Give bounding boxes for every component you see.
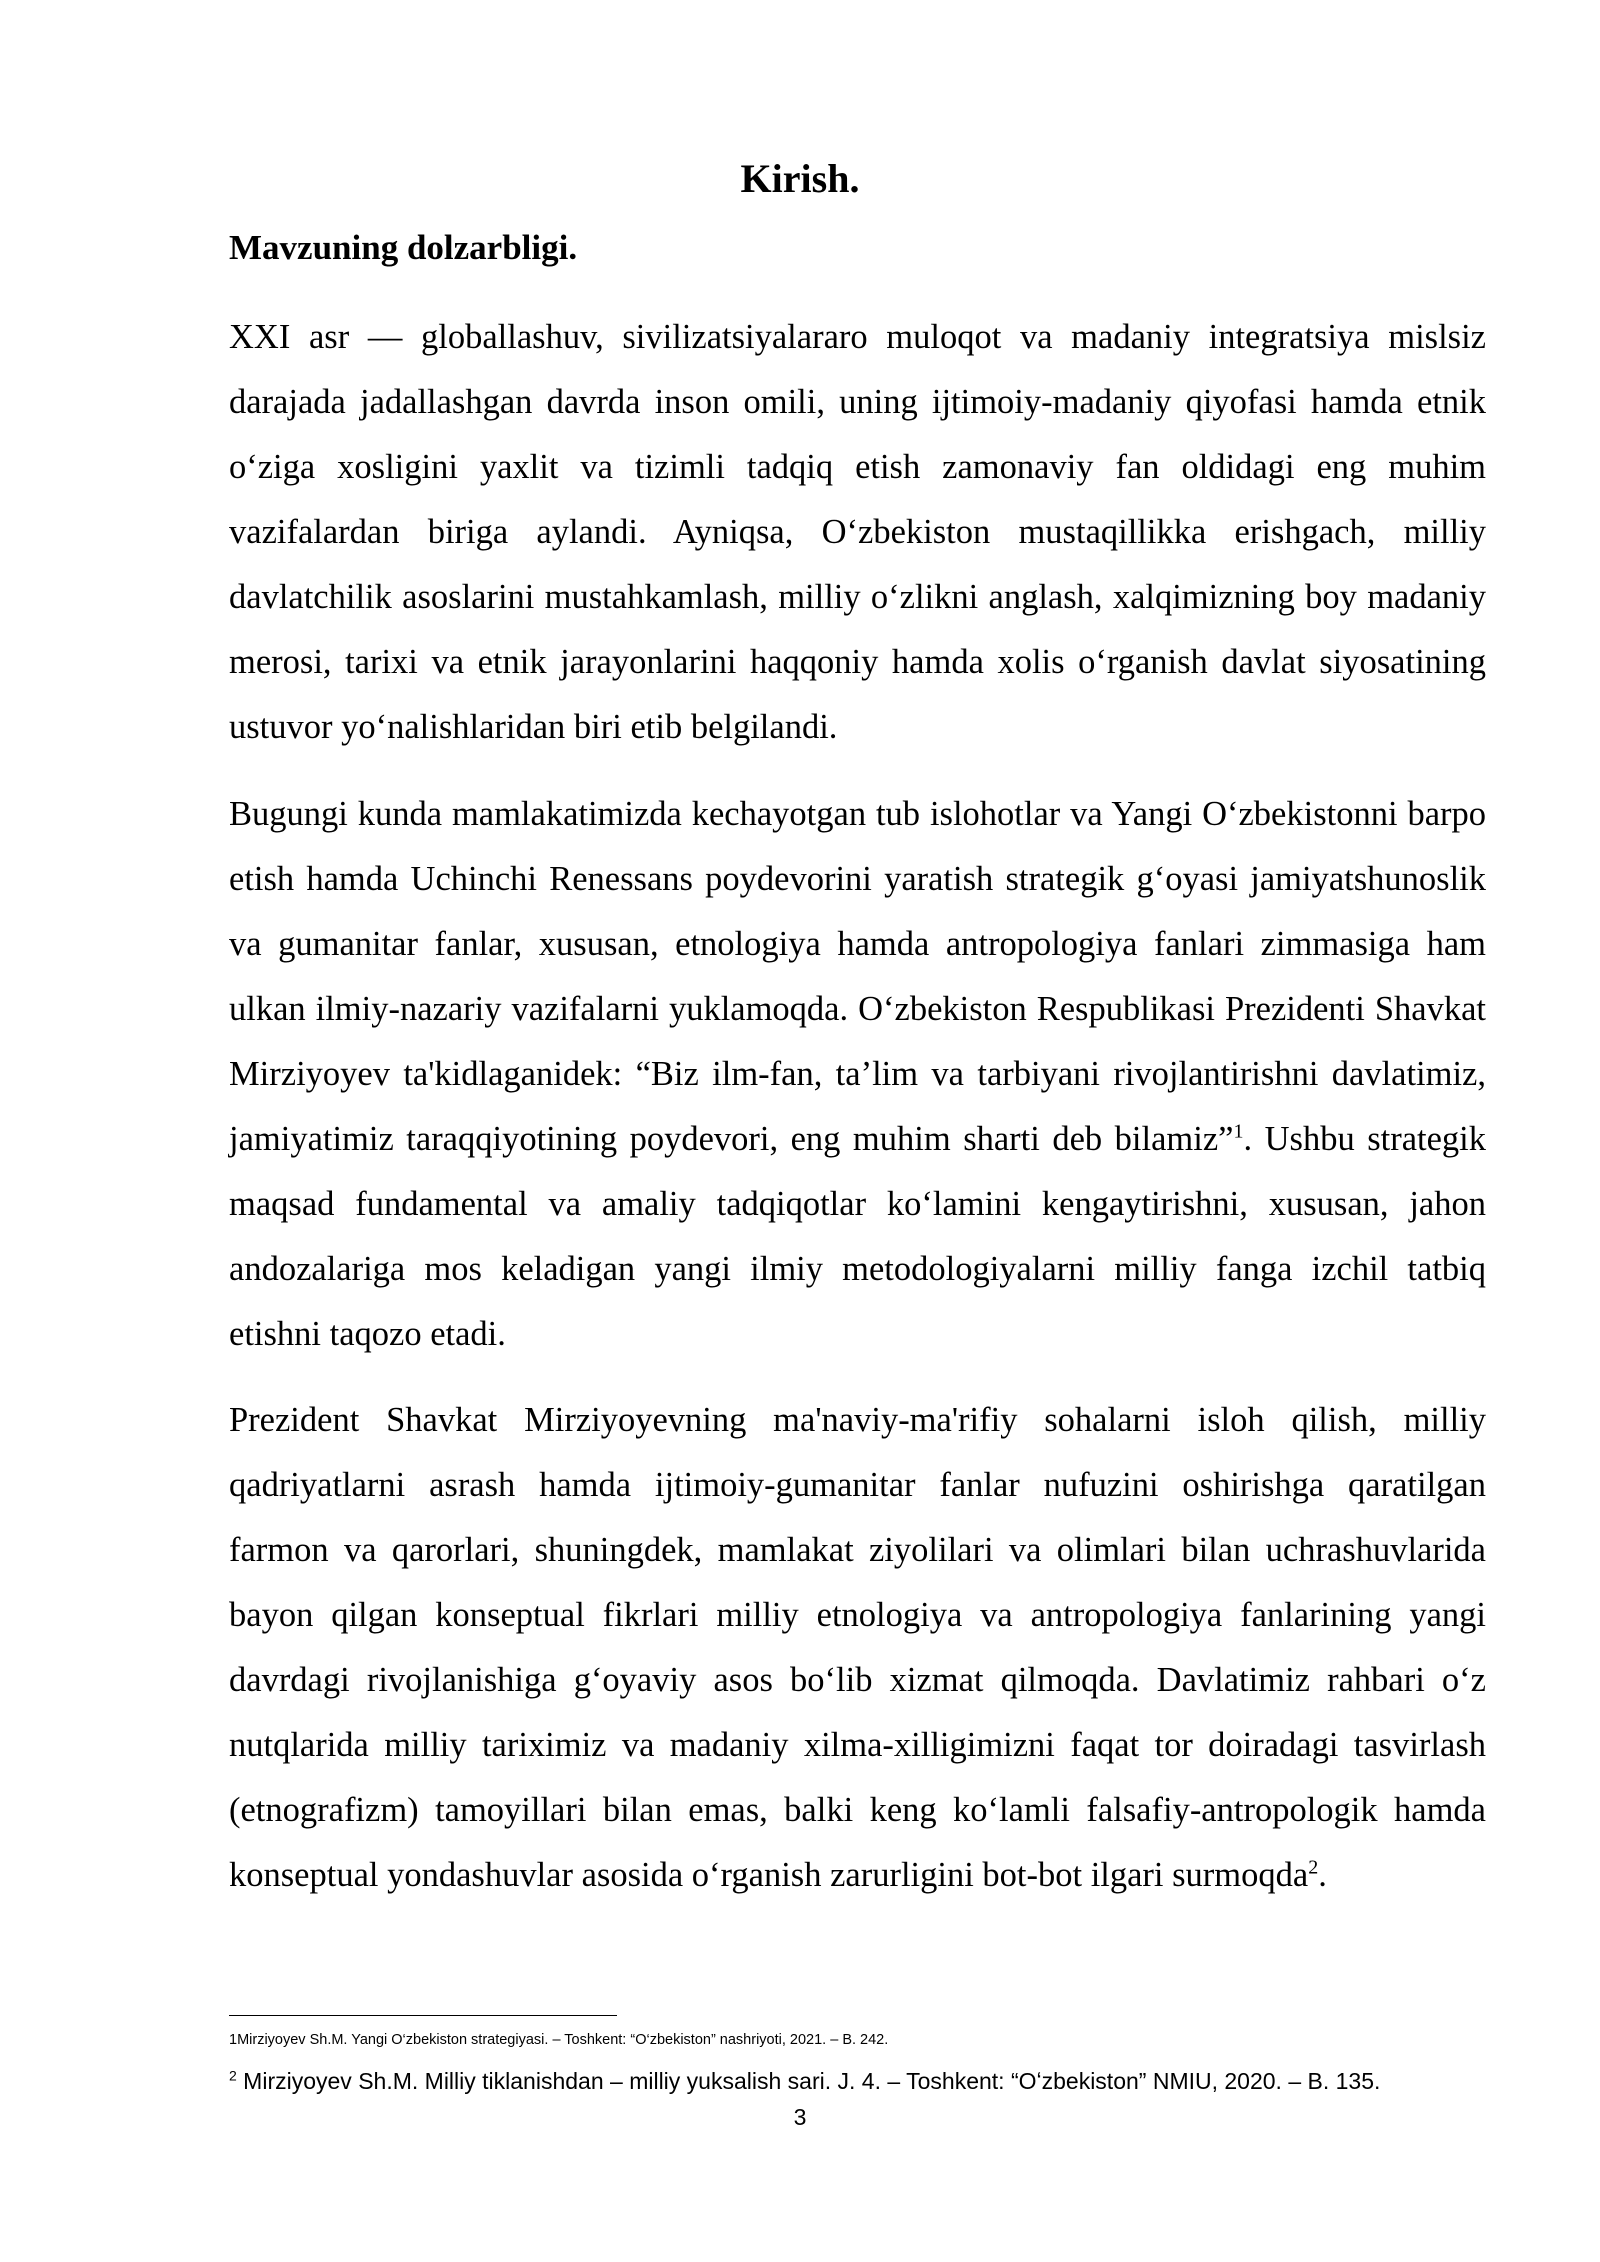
footnote-1-mark: 1 xyxy=(229,2032,238,2048)
paragraph-1-text: XXI asr — globallashuv, sivilizatsiyalararo muloqot va madaniy integratsiya mislsiz darajada jadallashgan davrda inson omili, uning ijtimoiy-madaniy qiyofasi hamda etnik oʻziga xosligini yaxlit va tizimli tadqiq etish zamonaviy fan oldidagi eng muhim vazifalardan biriga aylandi. Ayniqsa, Oʻzbekiston mustaqillikka erishgach, milliy davlatchilik asoslarini mustahkamlash, milliy oʻzlikni anglash, xalqimizning boy madaniy merosi, tarixi va etnik jarayonlarini haqqoniy hamda xolis oʻrganish davlat siyosatining ustuvor yoʻnalishlaridan biri etib belgilandi. xyxy=(229,318,1486,746)
paragraph-3-text-before: Prezident Shavkat Mirziyoyevning ma'naviy-ma'rifiy sohalarni isloh qilish, milliy qadriyatlarni asrash hamda ijtimoiy-gumanitar fanlar nufuzini oshirishga qaratilgan farmon va qarorlari, shuningdek, mamlakat ziyolilari va olimlari bilan uchrashuvlarida bayon qilgan konseptual fikrlari milliy etnologiya va antropologiya fanlarining yangi davrdagi rivojlanishiga gʻoyaviy asos boʻlib xizmat qilmoqda. Davlatimiz rahbari oʻz nutqlarida milliy tariximiz va madaniy xilma-xilligimizni faqat tor doiradagi tasvirlash (etnografizm) tamoyillari bilan emas, balki keng koʻlamli falsafiy-antropologik hamda konseptual yondashuvlar asosida oʻrganish zarurligini bot-bot ilgari surmoqda xyxy=(229,1401,1486,1894)
footnote-1 xyxy=(229,2030,1486,2050)
footnote-1-text: Mirziyoyev Sh.M. Yangi O‘zbekiston strategiyasi. – Toshkent: “O‘zbekiston” nashriyoti, 2021. – B. 242. xyxy=(237,2032,889,2048)
footnote-ref-2[interactable]: 2 xyxy=(1308,1856,1319,1879)
footnote-2-mark: 2 xyxy=(229,2067,237,2084)
footnote-2-text: Mirziyoyev Sh.M. Milliy tiklanishdan – milliy yuksalish sari. J. 4. – Toshkent: “Oʻzbekiston” NMIU, 2020. – B. 135. xyxy=(236,2068,1381,2094)
paragraph-2-text-before: Bugungi kunda mamlakatimizda kechayotgan tub islohotlar va Yangi Oʻzbekistonni barpo etish hamda Uchinchi Renessans poydevorini yaratish strategik gʻoyasi jamiyatshunoslik va gumanitar fanlar, xususan, etnologiya hamda antropologiya fanlari zimmasiga ham ulkan ilmiy-nazariy vazifalarni yuklamoqda. Oʻzbekiston Respublikasi Prezidenti Shavkat Mirziyoyev ta'kidlaganidek: “Biz ilm-fan, ta’lim va tarbiyani rivojlantirishni davlatimiz, jamiyatimiz taraqqiyotining poydevori, eng muhim sharti deb bilamiz” xyxy=(229,795,1486,1158)
paragraph-3 xyxy=(229,1388,1486,1908)
paragraph-2 xyxy=(229,782,1486,1367)
footnote-2 xyxy=(229,2066,1529,2096)
paragraph-1 xyxy=(229,305,1486,760)
footnote-separator xyxy=(229,2015,617,2016)
paragraph-3-text-after: . xyxy=(1318,1856,1327,1894)
page-title: Kirish. xyxy=(740,156,860,201)
page-number: 3 xyxy=(793,2104,807,2130)
paragraph-2-text-after: . Ushbu strategik maqsad fundamental va amaliy tadqiqotlar koʻlamini kengaytirishni, xususan, jahon andozalariga mos keladigan yangi ilmiy metodologiyalarni milliy fanga izchil tatbiq etishni taqozo etadi. xyxy=(229,1120,1486,1353)
section-heading: Mavzuning dolzarbligi. xyxy=(229,228,578,267)
footnote-ref-1[interactable]: 1 xyxy=(1233,1120,1244,1143)
